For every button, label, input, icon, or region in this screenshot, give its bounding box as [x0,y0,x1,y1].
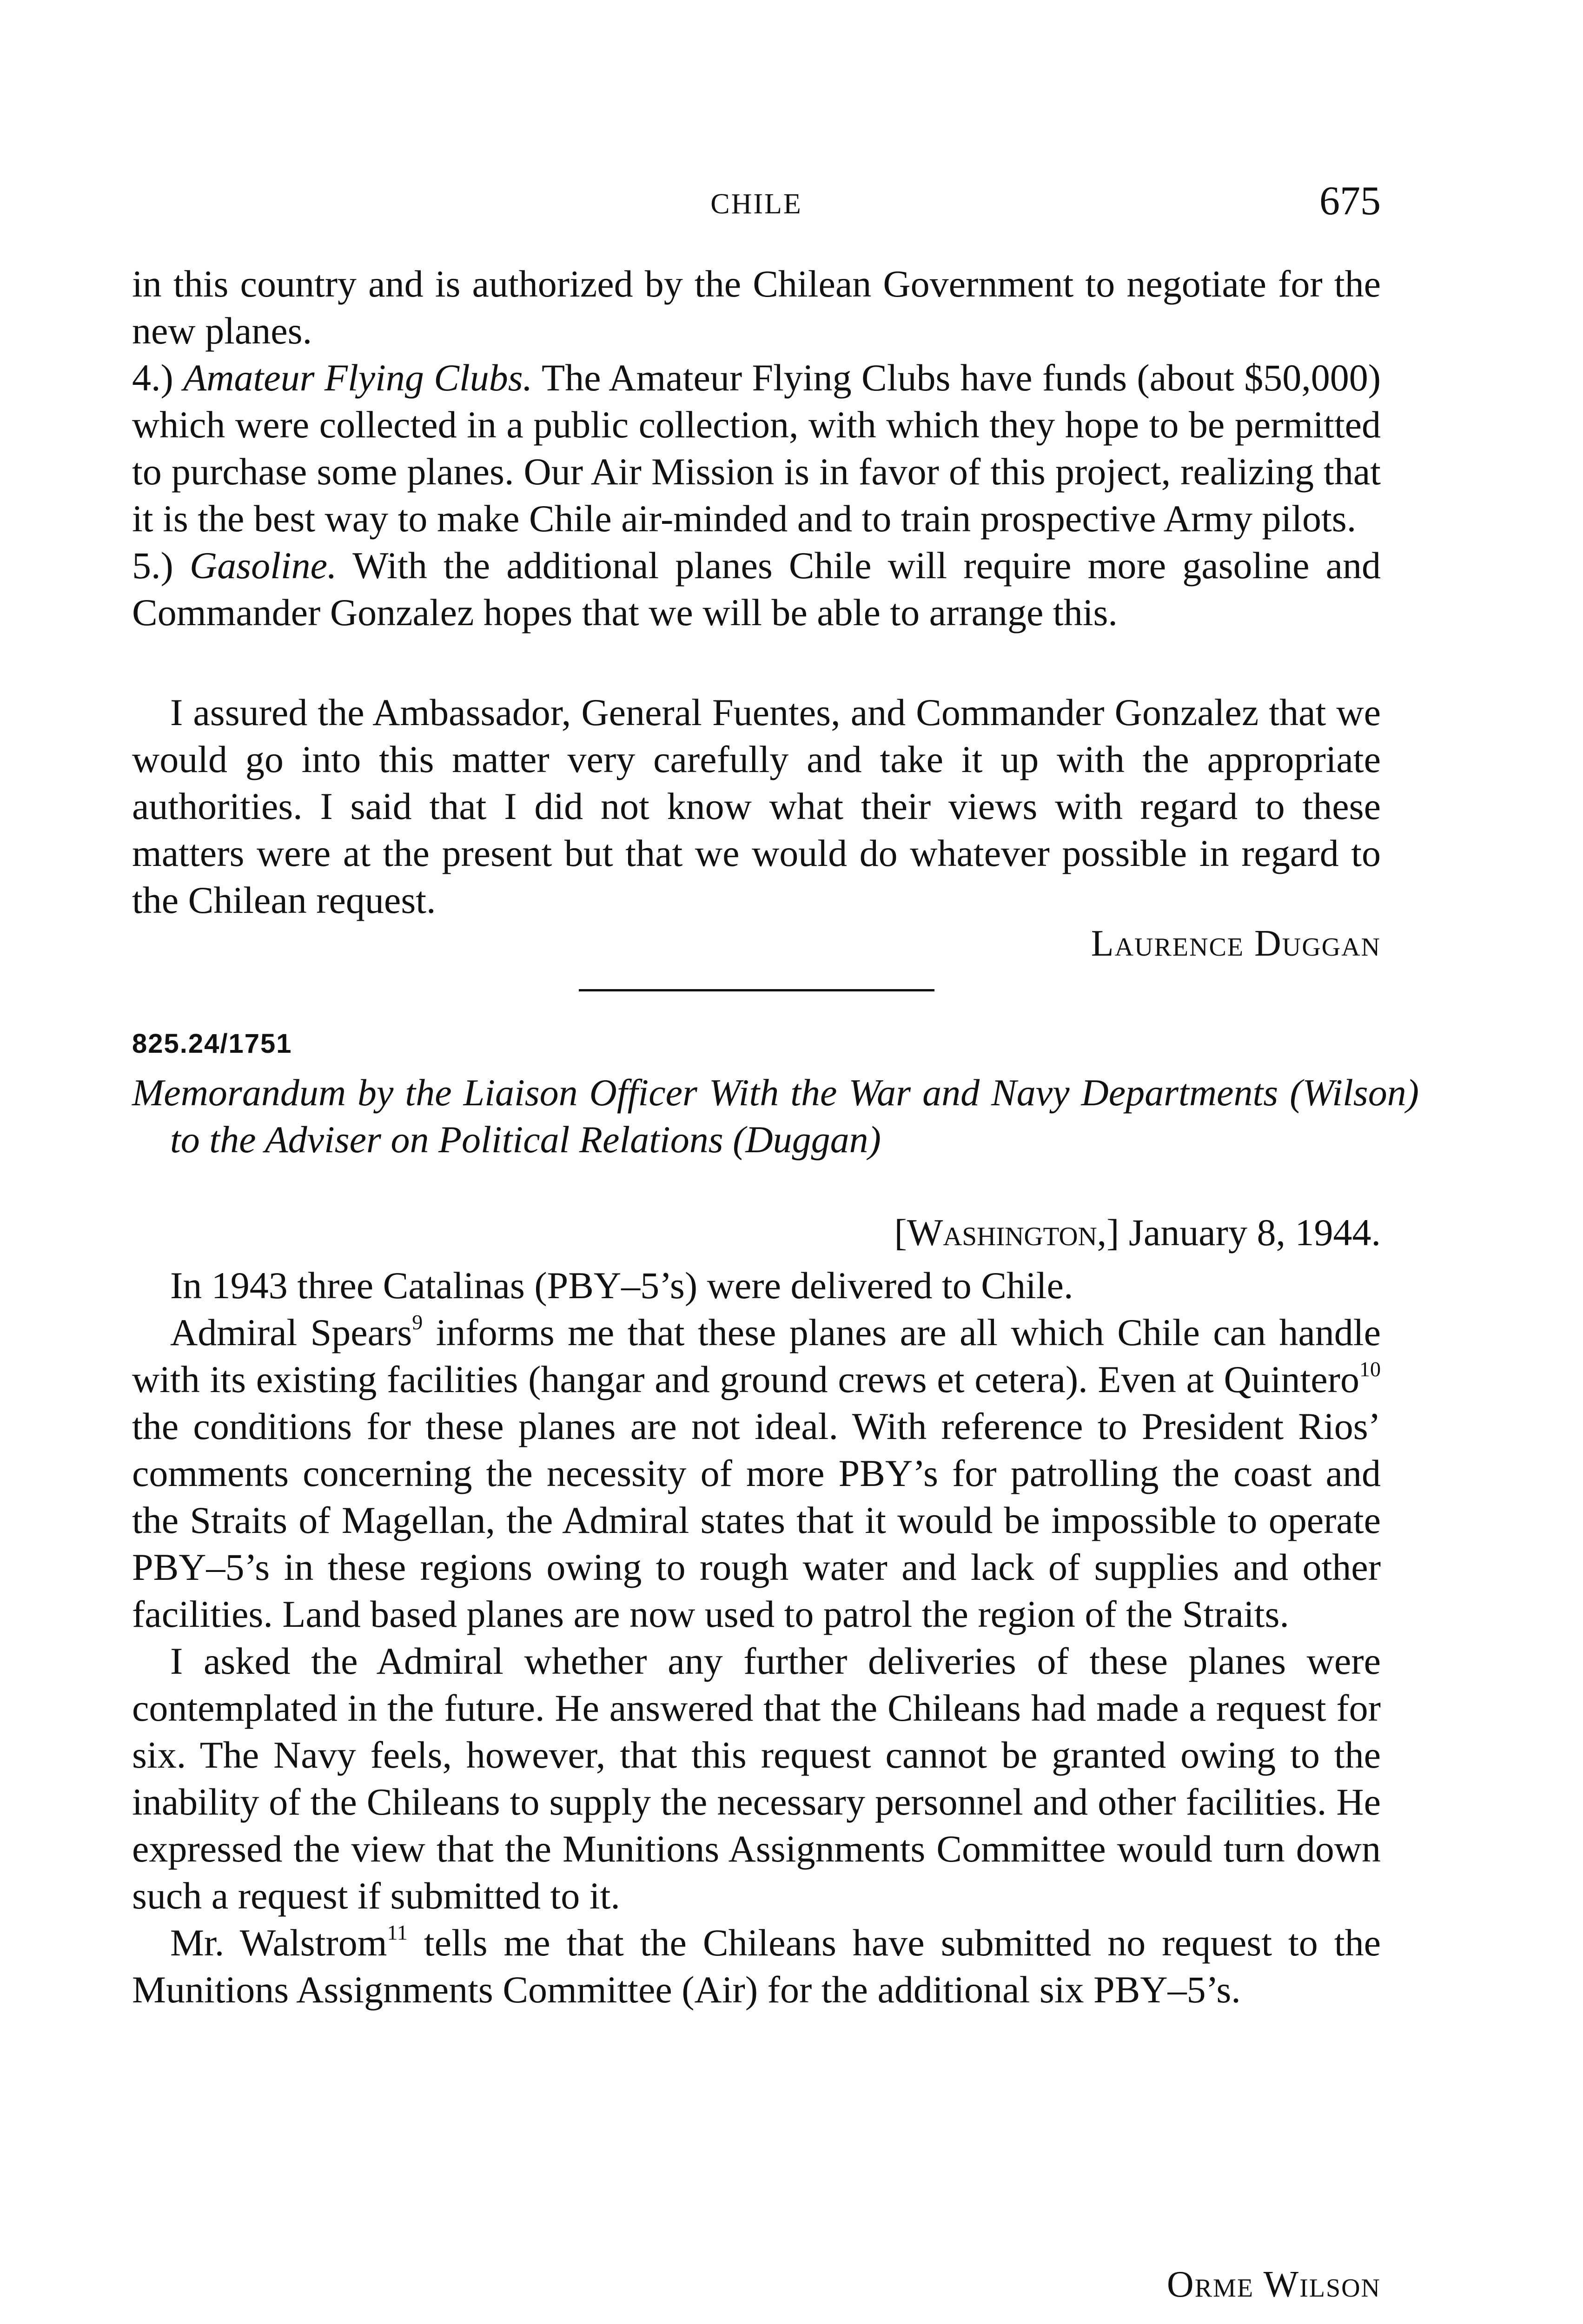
footnote-ref-10: 10 [1359,1357,1381,1381]
memo-p2-end: the conditions for these planes are not ideal. With reference to President Rios’ comments concerning the necessity of more PBY’s for patrolling the coast and the Straits of Magellan, the Admiral states that it would be impossible to operate PBY–5’s in these regions owing to rough water and lack of supplies and other facilities. Land based planes are now used to patrol the region of the Straits. [132,1405,1381,1635]
closing-section [132,689,1381,924]
footnote-ref-11: 11 [387,1921,408,1944]
memo-p2-start: Admiral Spears [170,1311,412,1353]
memo-paragraph-3: I asked the Admiral whether any further deliveries of these planes were contemplated in the future. He answered that the Chileans had made a request for six. The Navy feels, however, that this request cannot be granted owing to the inability of the Chileans to supply the necessary personnel and other facilities. He expressed the view that the Munitions Assignments Committee would turn down such a request if submitted to it. [132,1640,1381,1917]
memo-body [132,1262,1381,2013]
item-4 [132,354,1381,542]
document-title: Memorandum by the Liaison Officer With the War and Navy Departments (Wilson) to the Adviser on Political Relations (Duggan) [132,1071,1419,1161]
section-divider [579,989,934,991]
page-number: 675 [1319,178,1381,224]
memo-paragraph-1: In 1943 three Catalinas (PBY–5’s) were delivered to Chile. [170,1264,1073,1307]
item-5-text: With the additional planes Chile will require more gasoline and Commander Gonzalez hopes that we will be able to arrange this. [132,544,1381,634]
closing-paragraph: I assured the Ambassador, General Fuentes, and Commander Gonzalez that we would go into this matter very carefully and take it up with the appropriate authorities. I said that I did not know what their views with regard to these matters were at the present but that we would do whatever possible in regard to the Chilean request. [132,691,1381,921]
signature-duggan: Laurence Duggan [1091,923,1381,964]
item-4-title: Amateur Flying Clubs. [183,357,533,399]
memo-p4-end: tells me that the Chileans have submitted no request to the Munitions Assignments Committee (Air) for the additional six PBY–5’s. [132,1921,1381,2011]
dateline-date: January 8, 1944. [1119,1211,1381,1254]
top-section [132,260,1381,636]
memo-p2-middle: informs me that these planes are all which Chile can handle with its existing facilities (hangar and ground crews et cetera). Even at Quintero [132,1311,1381,1400]
page-header [132,178,1381,233]
continuation-paragraph: in this country and is authorized by the Chilean Government to negotiate for the new planes. [132,263,1381,352]
item-4-label: 4.) [132,357,173,399]
item-4-text: The Amateur Flying Clubs have funds (about $50,000) which were collected in a public collection, with which they hope to be permitted to purchase some planes. Our Air Mission is in favor of this project, realizing that it is the best way to make Chile air-minded and to train prospective Army pilots. [132,357,1381,540]
footnote-ref-9: 9 [412,1310,423,1334]
dateline-place: [Washington,] [894,1211,1119,1254]
memo-paragraph-4 [132,1919,1381,2013]
item-5 [132,542,1381,636]
memo-paragraph-2 [132,1309,1381,1637]
running-head: CHILE [710,188,802,220]
memo-p4-start: Mr. Walstrom [170,1921,387,1964]
signature-wilson: Orme Wilson [1166,2264,1381,2305]
item-5-label: 5.) [132,544,173,587]
file-number: 825.24/1751 [132,1029,292,1059]
item-5-title: Gasoline. [189,544,337,587]
dateline [132,1211,1381,1254]
